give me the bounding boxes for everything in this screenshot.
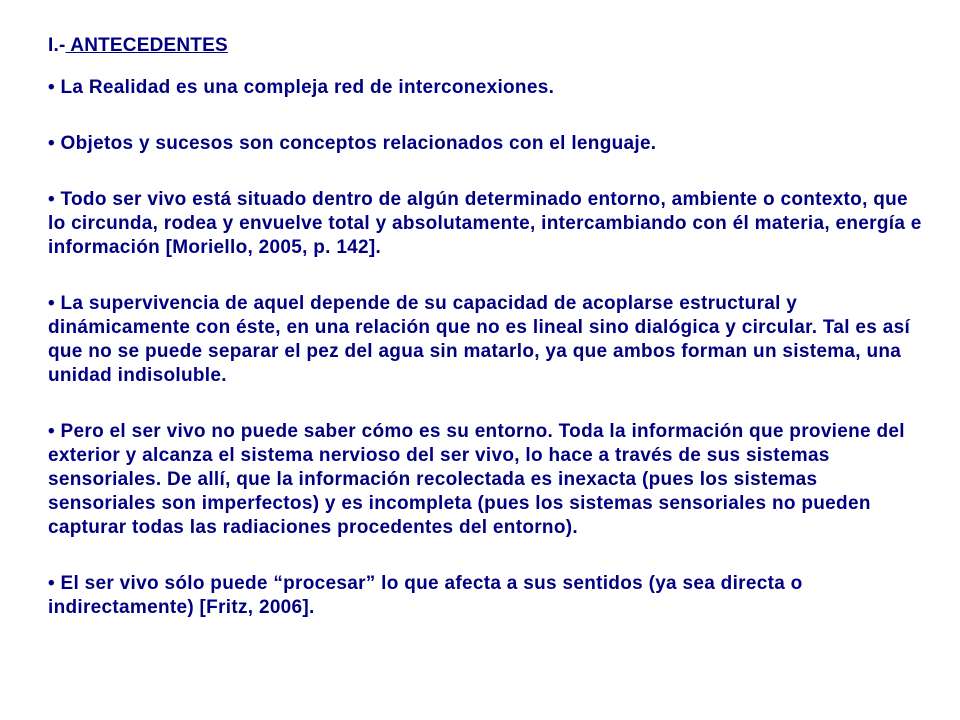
slide-content [48,34,928,620]
bullet-paragraph-1: • La Realidad es una compleja red de interconexiones. [48,77,555,98]
bullet-paragraph-6: • El ser vivo sólo puede “procesar” lo que afecta a sus sentidos (ya sea directa o indirectamente) [Fritz, 2006]. [48,573,803,618]
bullet-paragraph-3: • Todo ser vivo está situado dentro de algún determinado entorno, ambiente o contexto, que lo circunda, rodea y envuelve total y absolutamente, intercambiando con él materia, energía e información [Moriello, 2005, p. 142]. [48,189,922,258]
section-heading [48,34,928,58]
bullet-paragraph-5: • Pero el ser vivo no puede saber cómo es su entorno. Toda la información que proviene del exterior y alcanza el sistema nervioso del ser vivo, lo hace a través de sus sistemas sensoriales. De allí, que la información recolectada es inexacta (pues los sistemas sensoriales son imperfectos) y es incompleta (pues los sistemas sensoriales no pueden capturar todas las radiaciones procedentes del entorno). [48,421,905,538]
bullet-paragraph-2: • Objetos y sucesos son conceptos relacionados con el lenguaje. [48,133,657,154]
bullet-paragraph-4: • La supervivencia de aquel depende de su capacidad de acoplarse estructural y dinámicamente con éste, en una relación que no es lineal sino dialógica y circular. Tal es así que no se puede separar el pez del agua sin matarlo, ya que ambos forman un sistema, una unidad indisoluble. [48,293,911,386]
heading-title: ANTECEDENTES [65,35,228,56]
heading-prefix: I.- [48,35,66,56]
